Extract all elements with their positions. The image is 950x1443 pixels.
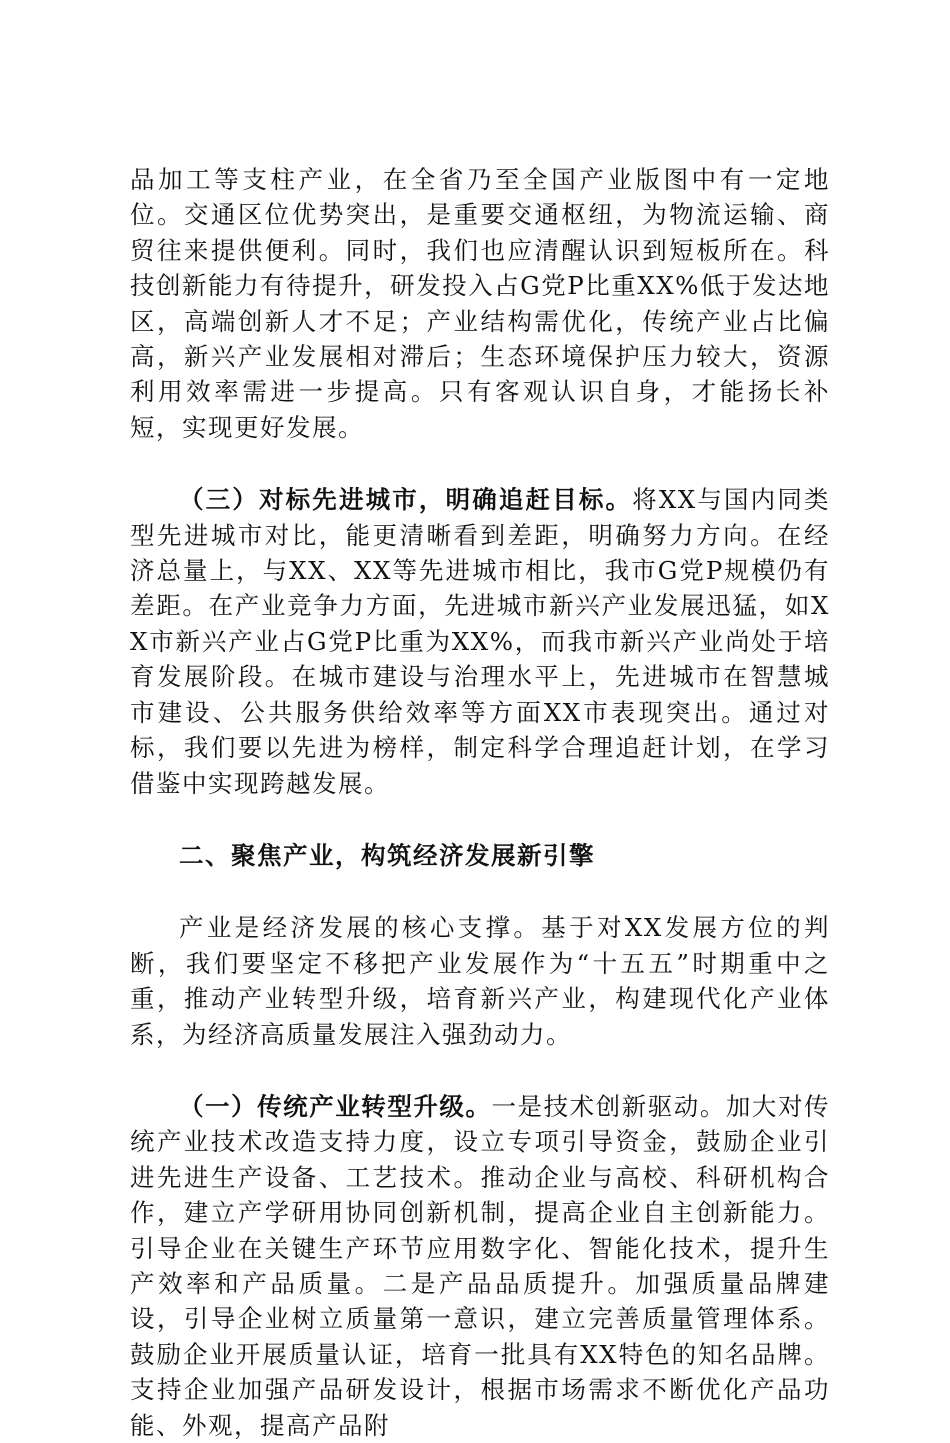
paragraph-gap	[130, 445, 830, 482]
paragraph-traditional-body: 一是技术创新驱动。加大对传统产业技术改造支持力度，设立专项引导资金，鼓励企业引进先进生产设备、工艺技术。推动企业与高校、科研机构合作，建立产学研用协同创新机制，提高企业自主创新能力。引导企业在关键生产环节应用数字化、智能化技术，提升生产效率和产品质量。二是产品品质提升。加强质量品牌建设，引导企业树立质量第一意识，建立完善质量管理体系。鼓励企业开展质量认证，培育一批具有XX特色的知名品牌。支持企业加强产品研发设计，根据市场需求不断优化产品功能、外观，提高产品附	[130, 1091, 830, 1440]
subsection-heading-3: （三）对标先进城市，明确追赶目标。	[179, 485, 633, 515]
paragraph-industry-intro: 产业是经济发展的核心支撑。基于对XX发展方位的判断，我们要坚定不移把产业发展作为“十五五”时期重中之重，推动产业转型升级，培育新兴产业，构建现代化产业体系，为经济高质量发展注入强劲动力。	[130, 913, 830, 1049]
paragraph-gap	[130, 1052, 830, 1089]
paragraph-continuation: 品加工等支柱产业，在全省乃至全国产业版图中有一定地位。交通区位优势突出，是重要交通枢纽，为物流运输、商贸往来提供便利。同时，我们也应清醒认识到短板所在。科技创新能力有待提升，研发投入占G党P比重XX%低于发达地区，高端创新人才不足；产业结构需优化，传统产业占比偏高，新兴产业发展相对滞后；生态环境保护压力较大，资源利用效率需进一步提高。只有客观认识自身，才能扬长补短，实现更好发展。	[130, 165, 830, 442]
paragraph-gap	[130, 873, 830, 910]
subsection-heading-1: （一）传统产业转型升级。	[179, 1091, 492, 1121]
paragraph-traditional-industry	[130, 1089, 830, 1443]
paragraph-benchmark-cities	[130, 482, 830, 801]
paragraph-gap	[130, 801, 830, 838]
document-body	[130, 162, 830, 1443]
section-title-2: 二、聚焦产业，构筑经济发展新引擎	[179, 840, 595, 870]
paragraph-benchmark-body: 将XX与国内同类型先进城市对比，能更清晰看到差距，明确努力方向。在经济总量上，与XX、XX等先进城市相比，我市G党P规模仍有差距。在产业竞争力方面，先进城市新兴产业发展迅猛，如XX市新兴产业占G党P比重为XX%，而我市新兴产业尚处于培育发展阶段。在城市建设与治理水平上，先进城市在智慧城市建设、公共服务供给效率等方面XX市表现突出。通过对标，我们要以先进为榜样，制定科学合理追赶计划，在学习借鉴中实现跨越发展。	[130, 485, 830, 798]
